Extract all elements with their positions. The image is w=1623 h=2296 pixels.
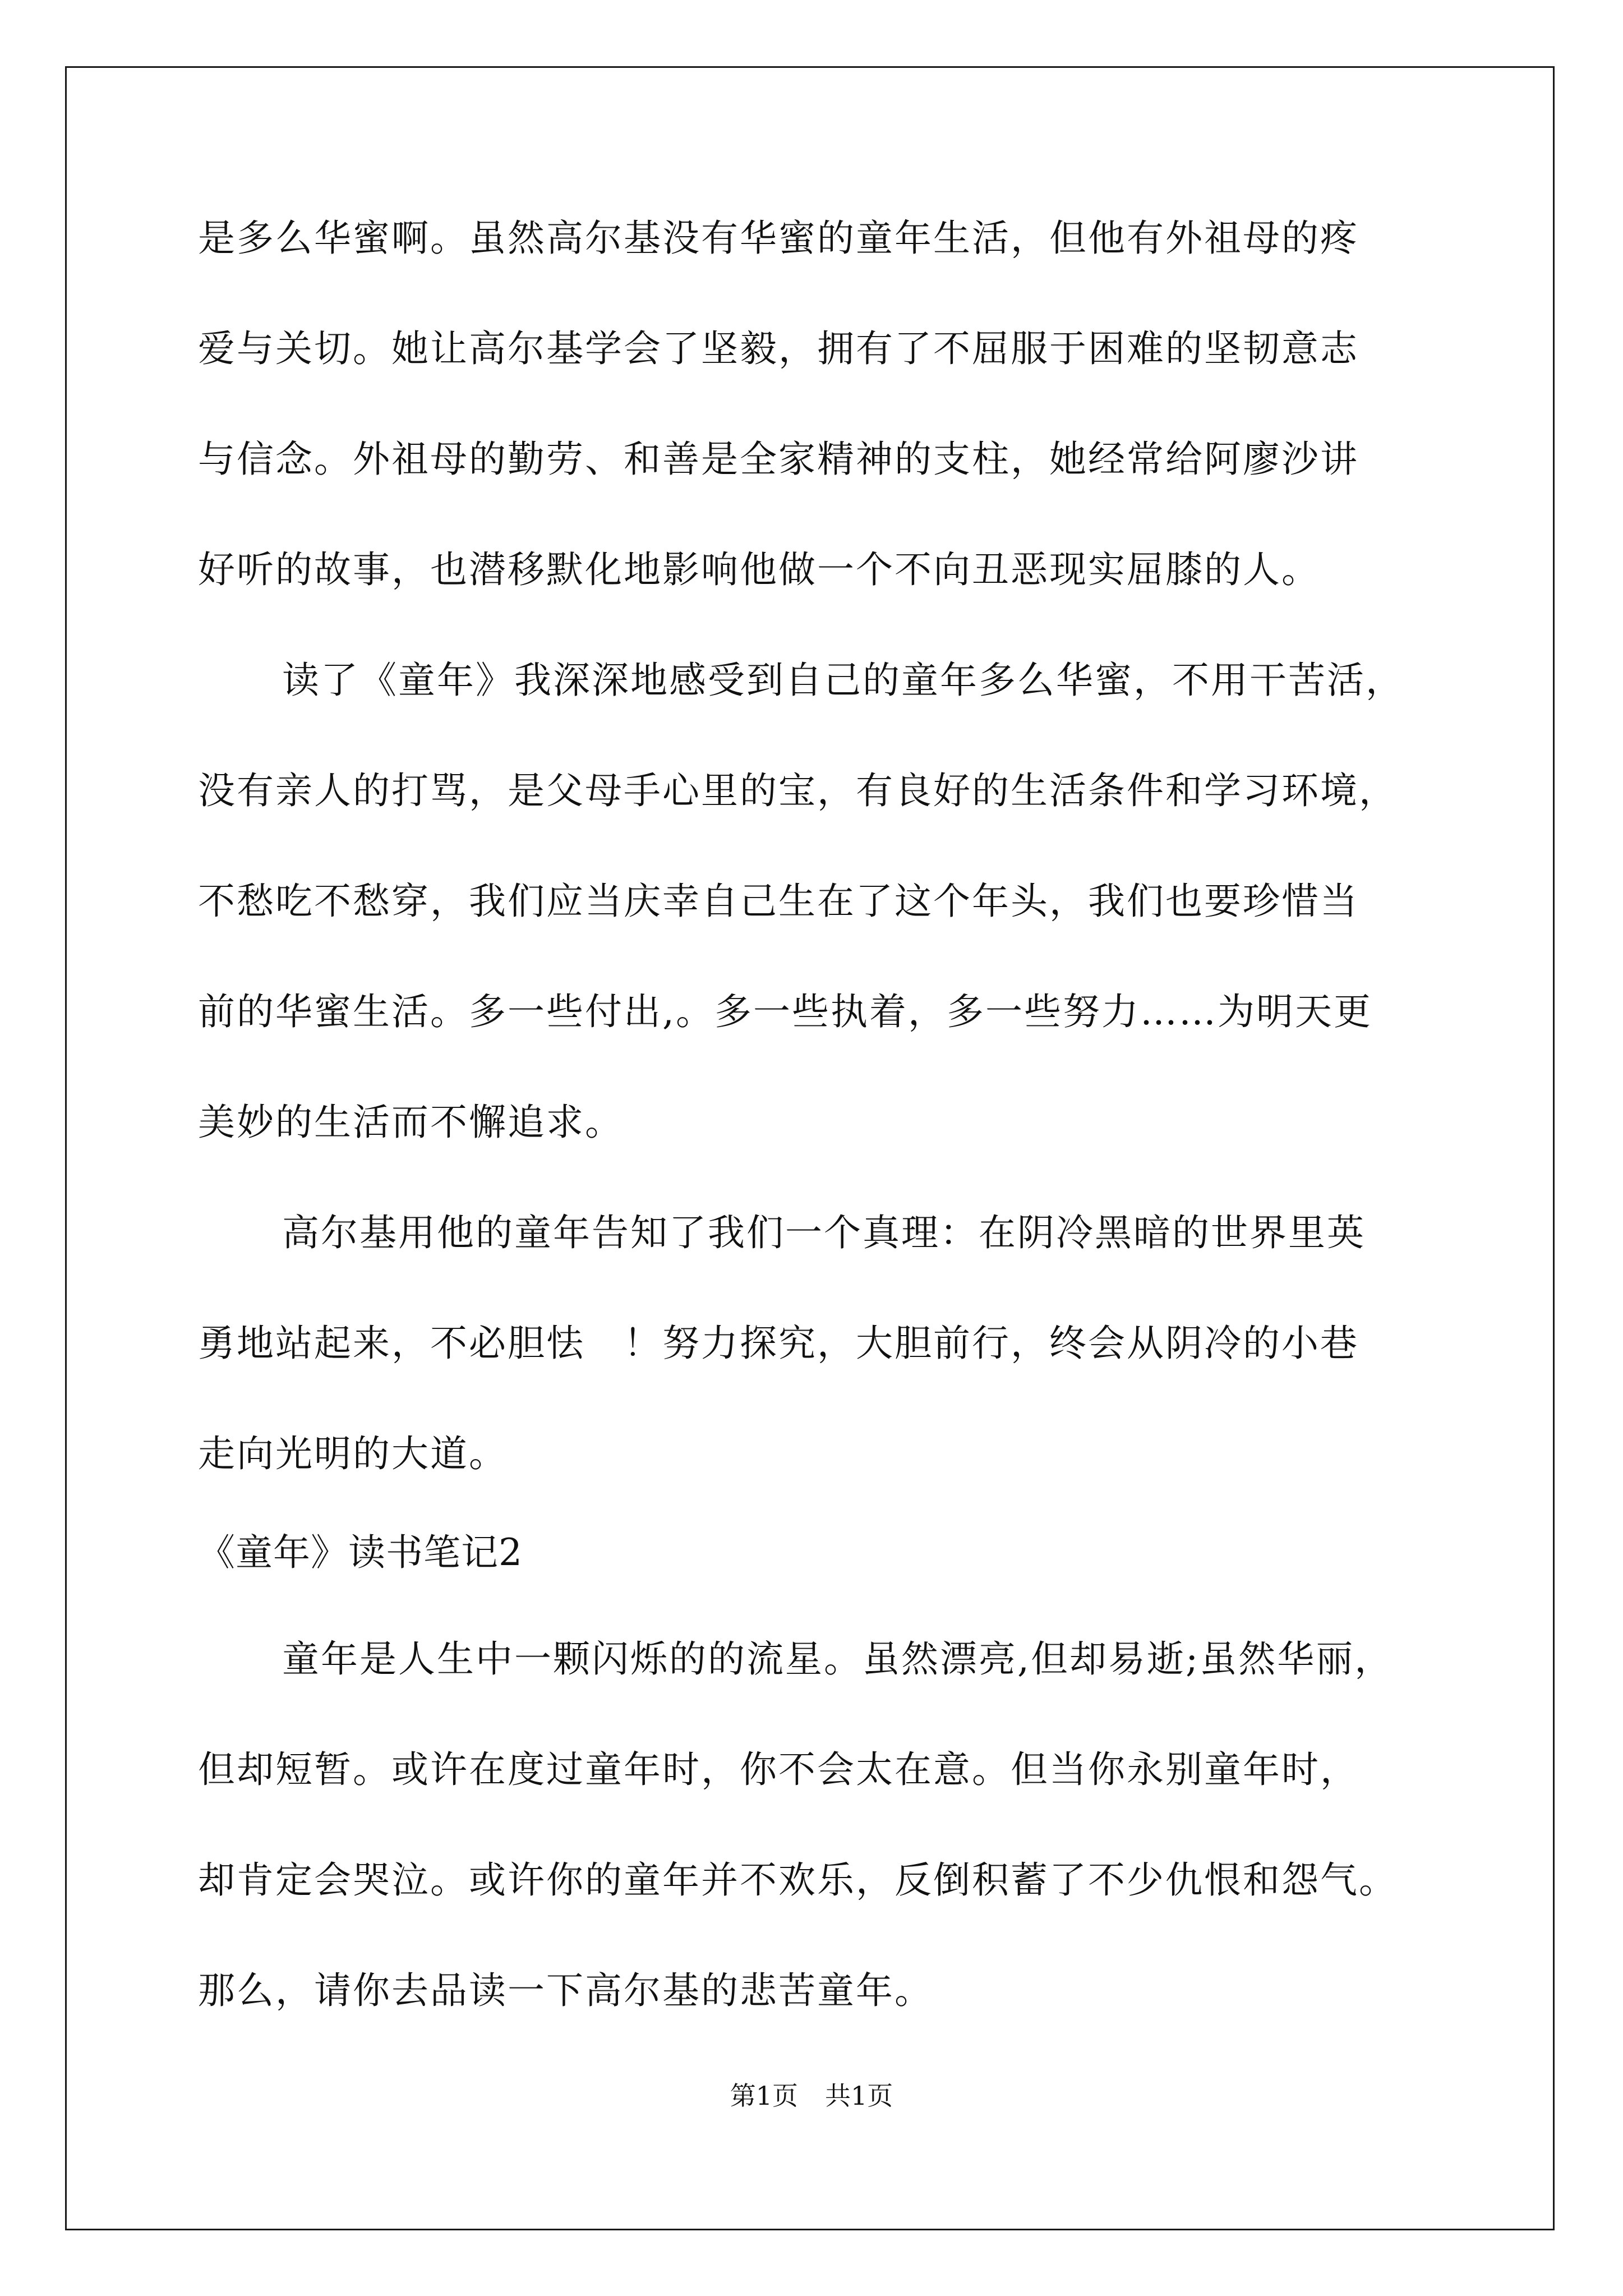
paragraph-2-line-4: 前的华蜜生活。多一些付出,。多一些执着，多一些努力……为明天更 <box>198 990 1372 1033</box>
paragraph-1-line-3: 与信念。外祖母的勤劳、和善是全家精神的支柱，她经常给阿廖沙讲 <box>198 438 1359 481</box>
paragraph-3-line-3: 走向光明的大道。 <box>198 1432 508 1475</box>
page-total: 共1页 <box>825 2081 893 2111</box>
page-number: 第1页 <box>730 2081 798 2111</box>
paragraph-4-line-3: 却肯定会哭泣。或许你的童年并不欢乐，反倒积蓄了不少仇恨和怨气。 <box>198 1858 1398 1902</box>
paragraph-2-line-3: 不愁吃不愁穿，我们应当庆幸自己生在了这个年头，我们也要珍惜当 <box>198 880 1359 923</box>
paragraph-3-line-1: 高尔基用他的童年告知了我们一个真理：在阴冷黑暗的世界里英 <box>282 1211 1366 1254</box>
paragraph-1-line-2: 爱与关切。她让高尔基学会了坚毅，拥有了不屈服于困难的坚韧意志 <box>198 327 1359 370</box>
paragraph-2-line-1: 读了《童年》我深深地感受到自己的童年多么华蜜，不用干苦活， <box>282 659 1404 702</box>
section-heading: 《童年》读书笔记2 <box>198 1531 523 1574</box>
paragraph-1-line-1: 是多么华蜜啊。虽然高尔基没有华蜜的童年生活，但他有外祖母的疼 <box>198 217 1359 260</box>
paragraph-1-line-4: 好听的故事，也潜移默化地影响他做一个不向丑恶现实屈膝的人。 <box>198 548 1320 591</box>
paragraph-4-line-4: 那么，请你去品读一下高尔基的悲苦童年。 <box>198 1969 933 2012</box>
paragraph-2-line-5: 美妙的生活而不懈追求。 <box>198 1101 624 1144</box>
paragraph-4-line-1: 童年是人生中一颗闪烁的的流星。虽然漂亮,但却易逝;虽然华丽， <box>282 1637 1394 1681</box>
paragraph-3-line-2: 勇地站起来，不必胆怯 ！努力探究，大胆前行，终会从阴冷的小巷 <box>198 1322 1359 1365</box>
paragraph-2-line-2: 没有亲人的打骂，是父母手心里的宝，有良好的生活条件和学习环境， <box>198 769 1398 812</box>
page-border <box>65 66 1555 2230</box>
page-footer <box>0 2080 1623 2111</box>
paragraph-4-line-2: 但却短暂。或许在度过童年时，你不会太在意。但当你永别童年时， <box>198 1748 1359 1791</box>
